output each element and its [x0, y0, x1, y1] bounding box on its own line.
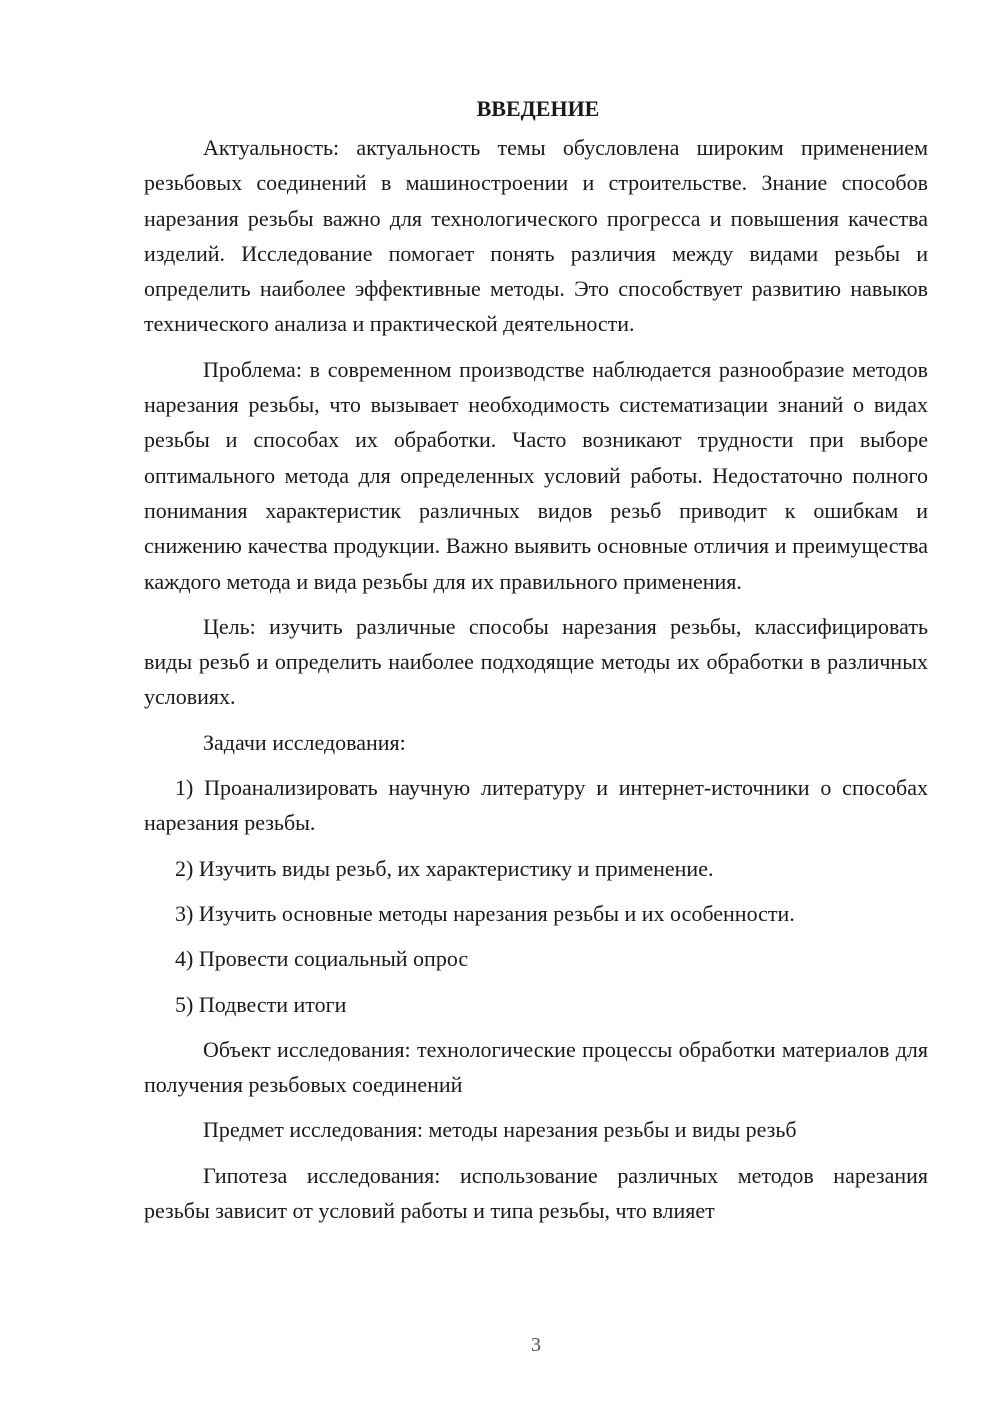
hypothesis-paragraph: Гипотеза исследования: использование различных методов нарезания резьбы зависит от условий работы и типа резьбы, что влияет — [144, 1162, 928, 1224]
tasks-list — [144, 770, 928, 1022]
page-content — [144, 92, 928, 1238]
relevance-paragraph: Актуальность: актуальность темы обусловлена широким применением резьбовых соединений в машиностроении и строительстве. Знание способов нарезания резьбы важно для технологического прогресса и повышения качества изделий. Исследование помогает понять различия между видами резьбы и определить наиболее эффективные методы. Это способствует развитию навыков технического анализа и практической деятельности. — [144, 135, 928, 337]
object-paragraph: Объект исследования: технологические процессы обработки материалов для получения резьбовых соединений — [144, 1036, 928, 1098]
page-number: 3 — [531, 1334, 541, 1356]
task-item: 2) Изучить виды резьб, их характеристику и применение. — [175, 855, 714, 881]
task-item: 1) Проанализировать научную литературу и интернет-источники о способах нарезания резьбы. — [144, 775, 928, 836]
task-item: 5) Подвести итоги — [175, 991, 347, 1017]
task-item: 3) Изучить основные методы нарезания резьбы и их особенности. — [175, 900, 795, 926]
goal-paragraph: Цель: изучить различные способы нарезания резьбы, классифицировать виды резьб и определить наиболее подходящие методы их обработки в различных условиях. — [144, 613, 928, 710]
problem-paragraph: Проблема: в современном производстве наблюдается разнообразие методов нарезания резьбы, что вызывает необходимость систематизации знаний о видах резьбы и способах их обработки. Часто возникают трудности при выборе оптимального метода для определенных условий работы. Недостаточно полного понимания характеристик различных видов резьб приводит к ошибкам и снижению качества продукции. Важно выявить основные отличия и преимущества каждого метода и вида резьбы для их правильного применения. — [144, 356, 928, 594]
section-title: ВВЕДЕНИЕ — [476, 96, 600, 121]
task-item: 4) Провести социальный опрос — [175, 946, 469, 972]
subject-paragraph: Предмет исследования: методы нарезания резьбы и виды резьб — [203, 1117, 797, 1143]
tasks-heading: Задачи исследования: — [203, 729, 406, 755]
